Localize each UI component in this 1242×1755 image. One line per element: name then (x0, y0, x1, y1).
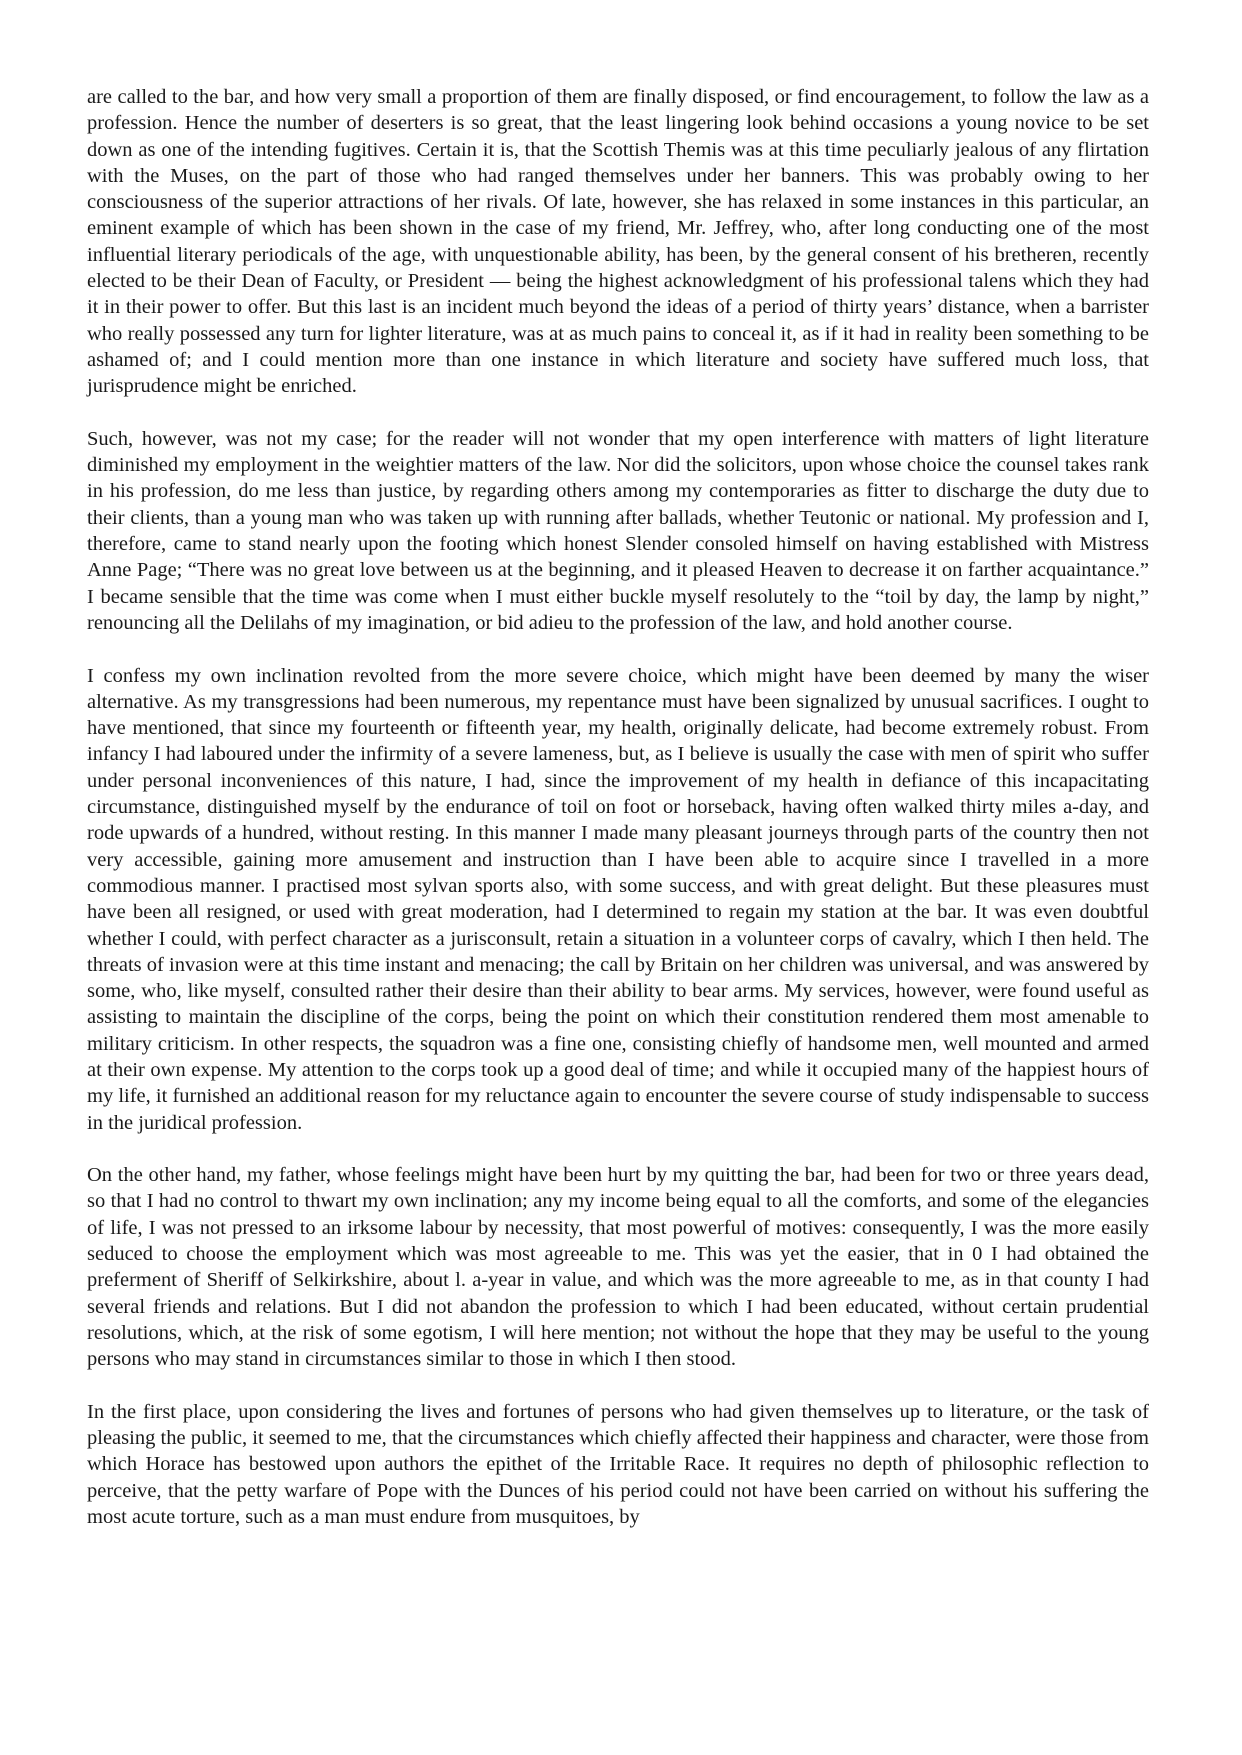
paragraph-3: I confess my own inclination revolted from the more severe choice, which might have been deemed by many the wiser alternative. As my transgressions had been numerous, my repentance must have been signalized by unusual sacrifices. I ought to have mentioned, that since my fourteenth or fifteenth year, my health, originally delicate, had become extremely robust. From infancy I had laboured under the infirmity of a severe lameness, but, as I believe is usually the case with men of spirit who suffer under personal inconveniences of this nature, I had, since the improvement of my health in defiance of this incapacitating circumstance, distinguished myself by the endurance of toil on foot or horseback, having often walked thirty miles a-day, and rode upwards of a hundred, without resting. In this manner I made many pleasant journeys through parts of the country then not very accessible, gaining more amusement and instruction than I have been able to acquire since I travelled in a more commodious manner. I practised most sylvan sports also, with some success, and with great delight. But these pleasures must have been all resigned, or used with great moderation, had I determined to regain my station at the bar. It was even doubtful whether I could, with perfect character as a jurisconsult, retain a situation in a volunteer corps of cavalry, which I then held. The threats of invasion were at this time instant and menacing; the call by Britain on her children was universal, and was answered by some, who, like myself, consulted rather their desire than their ability to bear arms. My services, however, were found useful as assisting to maintain the discipline of the corps, being the point on which their constitution rendered them most amenable to military criticism. In other respects, the squadron was a fine one, consisting chiefly of handsome men, well mounted and armed at their own expense. My attention to the corps took up a good deal of time; and while it occupied many of the happiest hours of my life, it furnished an additional reason for my reluctance again to encounter the severe course of study indispensable to success in the juridical profession. (87, 664, 1149, 1134)
document-page (87, 84, 1149, 1530)
paragraph-5: In the first place, upon considering the lives and fortunes of persons who had given themselves up to literature, or the task of pleasing the public, it seemed to me, that the circumstances which chiefly affected their happiness and character, were those from which Horace has bestowed upon authors the epithet of the Irritable Race. It requires no depth of philosophic reflection to perceive, that the petty warfare of Pope with the Dunces of his period could not have been carried on without his suffering the most acute torture, such as a man must endure from musquitoes, by (87, 1400, 1149, 1529)
paragraph-4: On the other hand, my father, whose feelings might have been hurt by my quitting the bar, had been for two or three years dead, so that I had no control to thwart my own inclination; any my income being equal to all the comforts, and some of the elegancies of life, I was not pressed to an irksome labour by necessity, that most powerful of motives: consequently, I was the more easily seduced to choose the employment which was most agreeable to me. This was yet the easier, that in 0 I had obtained the preferment of Sheriff of Selkirkshire, about l. a-year in value, and which was the more agreeable to me, as in that county I had several friends and relations. But I did not abandon the profession to which I had been educated, without certain prudential resolutions, which, at the risk of some egotism, I will here mention; not without the hope that they may be useful to the young persons who may stand in circumstances similar to those in which I then stood. (87, 1164, 1149, 1371)
paragraph-2: Such, however, was not my case; for the reader will not wonder that my open interference with matters of light literature diminished my employment in the weightier matters of the law. Nor did the solicitors, upon whose choice the counsel takes rank in his profession, do me less than justice, by regarding others among my contemporaries as fitter to discharge the duty due to their clients, than a young man who was taken up with running after ballads, whether Teutonic or national. My profession and I, therefore, came to stand nearly upon the footing which honest Slender consoled himself on having established with Mistress Anne Page; “There was no great love between us at the beginning, and it pleased Heaven to decrease it on farther acquaintance.” I became sensible that the time was come when I must either buckle myself resolutely to the “toil by day, the lamp by night,” renouncing all the Delilahs of my imagination, or bid adieu to the profession of the law, and hold another course. (87, 427, 1149, 634)
paragraph-1: are called to the bar, and how very small a proportion of them are finally disposed, or find encouragement, to follow the law as a profession. Hence the number of deserters is so great, that the least lingering look behind occasions a young novice to be set down as one of the intending fugitives. Certain it is, that the Scottish Themis was at this time peculiarly jealous of any flirtation with the Muses, on the part of those who had ranged themselves under her banners. This was probably owing to her consciousness of the superior attractions of her rivals. Of late, however, she has relaxed in some instances in this particular, an eminent example of which has been shown in the case of my friend, Mr. Jeffrey, who, after long conducting one of the most influential literary periodicals of the age, with unquestionable ability, has been, by the general consent of his bretheren, recently elected to be their Dean of Faculty, or President — being the highest acknowledgment of his professional talens which they had it in their power to offer. But this last is an incident much beyond the ideas of a period of thirty years’ distance, when a barrister who really possessed any turn for lighter literature, was at as much pains to conceal it, as if it had in reality been something to be ashamed of; and I could mention more than one instance in which literature and society have suffered much loss, that jurisprudence might be enriched. (87, 86, 1149, 398)
